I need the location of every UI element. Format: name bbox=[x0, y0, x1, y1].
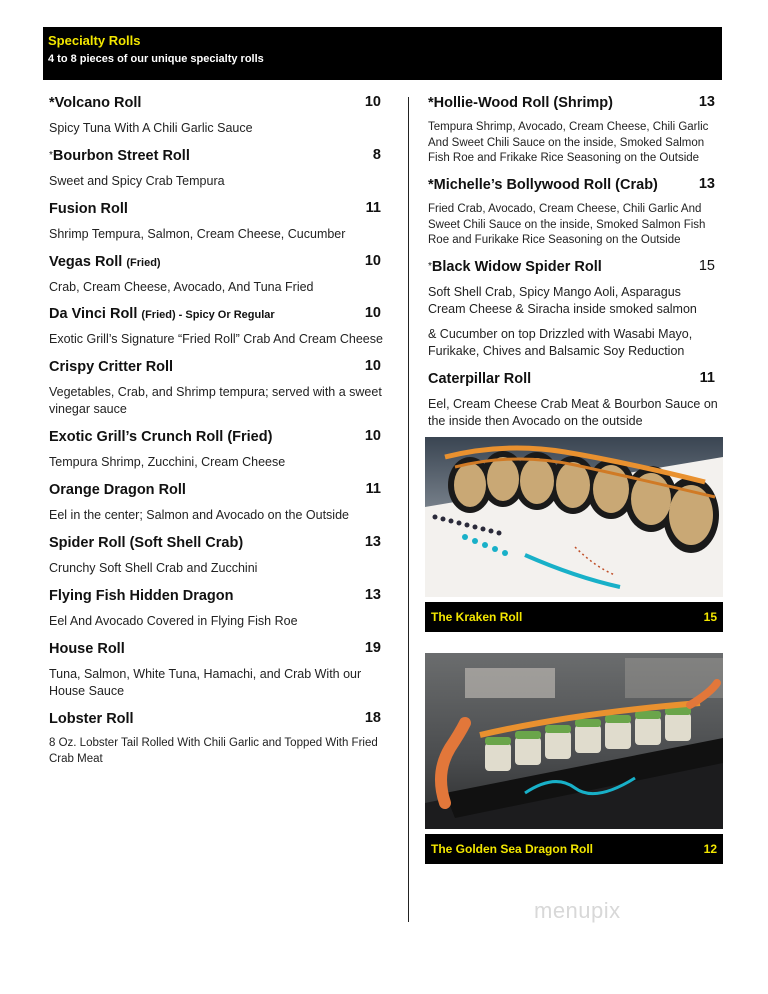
item-name: Black Widow Spider Roll bbox=[431, 259, 602, 275]
item-description: Exotic Grill’s Signature “Fried Roll” Crab And Cream Cheese bbox=[49, 332, 383, 346]
item-name: Bourbon Street Roll bbox=[52, 148, 190, 164]
photo-golden-sea-dragon-roll bbox=[425, 653, 723, 864]
item-name: Fusion Roll bbox=[49, 201, 128, 217]
right-menu-column bbox=[428, 94, 718, 430]
item-description: 8 Oz. Lobster Tail Rolled With Chili Garlic and Topped With Fried Crab Meat bbox=[49, 737, 378, 765]
item-price: 18 bbox=[364, 710, 381, 726]
item-name: Orange Dragon Roll bbox=[49, 482, 186, 498]
section-header bbox=[43, 27, 722, 80]
item-price: 10 bbox=[364, 94, 381, 110]
item-description: Tuna, Salmon, White Tuna, Hamachi, and Crab With our House Sauce bbox=[49, 667, 362, 698]
kraken-roll-image bbox=[425, 437, 723, 597]
item-note: (Fried) - Spicy Or Regular bbox=[141, 309, 275, 321]
item-price: 10 bbox=[364, 305, 381, 321]
left-menu-column bbox=[49, 94, 389, 770]
item-description: Vegetables, Crab, and Shrimp tempura; served with a sweet vinegar sauce bbox=[49, 385, 382, 416]
item-description: Tempura Shrimp, Zucchini, Cream Cheese bbox=[49, 455, 286, 469]
menu-item-bollywood-roll bbox=[428, 176, 718, 258]
menu-item-hollie-wood-roll bbox=[428, 94, 718, 176]
item-price: 13 bbox=[364, 534, 381, 550]
item-price: 13 bbox=[698, 176, 715, 192]
item-name: *Hollie-Wood Roll (Shrimp) bbox=[428, 95, 613, 111]
section-title: Specialty Rolls bbox=[48, 33, 141, 48]
item-price: 10 bbox=[364, 428, 381, 444]
item-description: Eel in the center; Salmon and Avocado on the Outside bbox=[49, 508, 349, 522]
photo-caption-price: 15 bbox=[703, 610, 717, 624]
menu-item-caterpillar-roll bbox=[428, 370, 718, 430]
item-description: Spicy Tuna With A Chili Garlic Sauce bbox=[49, 121, 253, 135]
item-name: Caterpillar Roll bbox=[428, 371, 532, 387]
item-price: 11 bbox=[365, 481, 381, 497]
item-name: Exotic Grill’s Crunch Roll (Fried) bbox=[49, 429, 273, 445]
item-description: Crunchy Soft Shell Crab and Zucchini bbox=[49, 561, 258, 575]
item-price: 15 bbox=[698, 258, 715, 274]
item-price: 10 bbox=[364, 253, 381, 269]
item-price: 11 bbox=[365, 200, 381, 216]
watermark-logo: menupix bbox=[534, 898, 621, 923]
item-price: 10 bbox=[364, 358, 381, 374]
item-price: 11 bbox=[699, 370, 715, 386]
item-note: (Fried) bbox=[126, 257, 161, 269]
item-price: 8 bbox=[372, 147, 381, 163]
menu-item-flying-fish-hidden-dragon bbox=[49, 587, 389, 640]
item-description: Fried Crab, Avocado, Cream Cheese, Chili Garlic And Sweet Chili Sauce on the inside, Smoked Salmon Fish Roe and Furikake Rice Seasoning on the Outside bbox=[428, 203, 706, 246]
menu-item-black-widow-spider-roll bbox=[428, 258, 718, 370]
item-name: House Roll bbox=[49, 641, 125, 657]
item-description: Eel And Avocado Covered in Flying Fish Roe bbox=[49, 614, 298, 628]
item-name: Flying Fish Hidden Dragon bbox=[49, 588, 234, 604]
menu-item-fusion-roll bbox=[49, 200, 389, 253]
menu-item-crispy-critter-roll bbox=[49, 358, 389, 428]
item-name: Lobster Roll bbox=[49, 711, 134, 727]
item-name: Vegas Roll bbox=[49, 254, 127, 270]
photo-caption-name: The Golden Sea Dragon Roll bbox=[431, 842, 594, 856]
menu-item-crunch-roll bbox=[49, 428, 389, 481]
item-name: Spider Roll (Soft Shell Crab) bbox=[49, 535, 244, 551]
column-divider bbox=[408, 97, 409, 922]
item-price: 19 bbox=[364, 640, 381, 656]
photo-kraken-roll bbox=[425, 437, 723, 632]
menu-item-house-roll bbox=[49, 640, 389, 710]
item-description: Crab, Cream Cheese, Avocado, And Tuna Fried bbox=[49, 280, 314, 294]
menu-item-da-vinci-roll bbox=[49, 305, 389, 358]
item-mark: * bbox=[49, 150, 53, 161]
item-description: Sweet and Spicy Crab Tempura bbox=[49, 174, 225, 188]
item-description-continued: & Cucumber on top Drizzled with Wasabi Mayo, Furikake, Chives and Balsamic Soy Reduction bbox=[428, 327, 693, 358]
item-price: 13 bbox=[364, 587, 381, 603]
photo-caption bbox=[425, 834, 723, 864]
item-description: Soft Shell Crab, Spicy Mango Aoli, Asparagus Cream Cheese & Siracha inside smoked salmon bbox=[428, 285, 697, 316]
item-name: *Michelle’s Bollywood Roll (Crab) bbox=[428, 177, 658, 193]
menu-item-orange-dragon-roll bbox=[49, 481, 389, 534]
menu-item-bourbon-street-roll bbox=[49, 147, 389, 200]
photo-caption-name: The Kraken Roll bbox=[431, 610, 523, 624]
menu-item-volcano-roll bbox=[49, 94, 389, 147]
item-name: Crispy Critter Roll bbox=[49, 359, 174, 375]
golden-sea-dragon-roll-image bbox=[425, 653, 723, 829]
photo-caption bbox=[425, 602, 723, 632]
item-description: Eel, Cream Cheese Crab Meat & Bourbon Sauce on the inside then Avocado on the outside bbox=[428, 397, 718, 428]
item-description: Tempura Shrimp, Avocado, Cream Cheese, Chili Garlic And Sweet Chili Sauce on the inside, Smoked Salmon Fish Roe and Frikake Rice Seasoning on the Outside bbox=[428, 121, 709, 164]
section-subtitle: 4 to 8 pieces of our unique specialty rolls bbox=[48, 53, 264, 65]
menu-item-lobster-roll bbox=[49, 710, 389, 770]
item-mark: * bbox=[428, 261, 432, 272]
item-name: *Volcano Roll bbox=[49, 95, 142, 111]
menu-item-spider-roll bbox=[49, 534, 389, 587]
item-name: Da Vinci Roll bbox=[49, 306, 142, 322]
item-description: Shrimp Tempura, Salmon, Cream Cheese, Cucumber bbox=[49, 227, 346, 241]
photo-caption-price: 12 bbox=[703, 842, 717, 856]
item-price: 13 bbox=[698, 94, 715, 110]
menu-item-vegas-roll bbox=[49, 253, 389, 305]
